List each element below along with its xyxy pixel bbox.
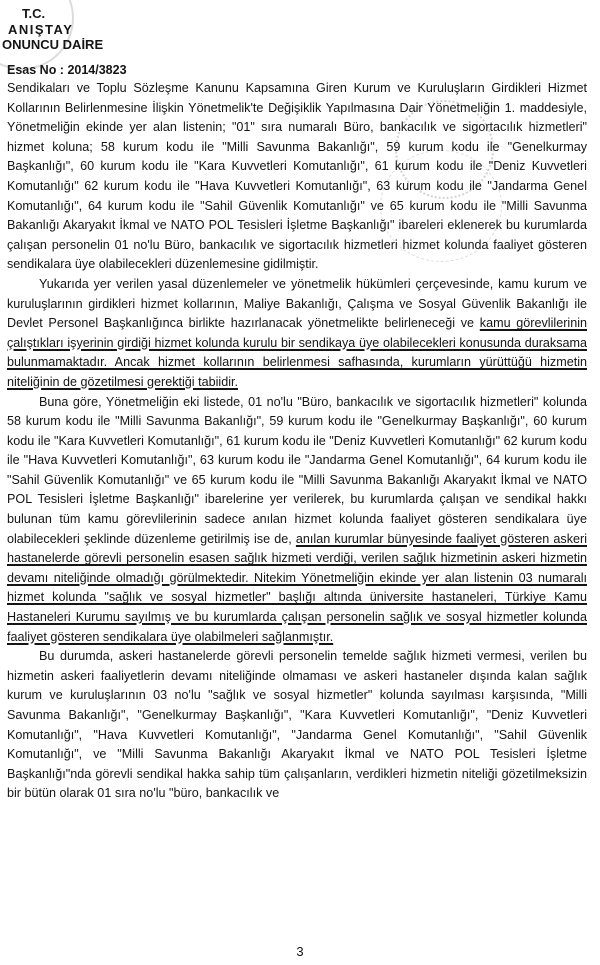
document-body — [7, 79, 587, 804]
paragraph-1: Sendikaları ve Toplu Sözleşme Kanunu Kapsamına Giren Kurum ve Kuruluşların Girdikleri Hizmet Kollarının Belirlenmesine İlişkin Yönetmelik'te Değişiklik Yapılmasına Dair Yönetmeliğin 1. maddesiyle, Yönetmeliğin ekinde yer alan listenin; "01" sıra numaralı Büro, bankacılık ve sigortacılık hizmetleri" hizmet koluna; 58 kurum kodu ile "Milli Savunma Bakanlığı", 59 kurum kodu ile "Genelkurmay Başkanlığı", 60 kurum kodu ile "Kara Kuvvetleri Komutanlığı", 61 kurum kodu ile "Deniz Kuvvetleri Komutanlığı" 62 kurum kodu ile "Hava Kuvvetleri Komutanlığı", 63 kurum kodu ile "Jandarma Genel Komutanlığı", 64 kurum kodu ile "Sahil Güvenlik Komutanlığı" ve 65 kurum kodu ile "Milli Savunma Bakanlığı Akaryakıt İkmal ve NATO POL Tesisleri İşletme Başkanlığı" ibareleri eklenerek bu kurumlarda çalışan personelin 01 no'lu Büro, bankacılık ve sigortacılık hizmetleri hizmet kolunda faaliyet gösteren sendikalara üye olabilecekleri düzenlemesine gidilmiştir. — [7, 81, 587, 272]
paragraph-2-text: Yukarıda yer verilen yasal düzenlemeler ve yönetmelik hükümleri çerçevesinde, kamu kurum ve kuruluşlarının girdikleri hizmet kollarının, Maliye Bakanlığı, Çalışma ve Sosyal Güvenlik Bakanlığı ile Devlet Personel Başkanlığınca birlikte hazırlanacak yönetmelikte belirleneceği ve — [7, 276, 587, 331]
header-chamber: ONUNCU DAİRE — [2, 37, 104, 52]
case-number-label: Esas No : — [7, 63, 64, 77]
case-number-value: 2014/3823 — [67, 63, 127, 77]
paragraph-3-underlined: anılan kurumlar bünyesinde faaliyet gösteren askeri hastanelerde görevli personelin esasen sağlık hizmeti verdiği, verilen sağlık hizmetinin askeri hizmetin devamı niteliğinde olmadığı görülmektedir. Nitekim Yönetmeliğin ekinde yer alan listenin 03 numaralı hizmet kolunda "sağlık ve sosyal hizmetler" başlığı altında üniversite hastaneleri, Türkiye Kamu Hastaneleri Kurumu sayılmış ve bu kurumlarda çalışan personelin sağlık ve sosyal hizmetler kolunda faaliyet gösteren sendikalara üye olabilmeleri sağlanmıştır. — [7, 531, 587, 644]
paragraph-3 — [7, 393, 587, 648]
header-tc: T.C. — [22, 6, 46, 21]
case-number — [7, 63, 127, 77]
document-header — [0, 6, 103, 53]
paragraph-4: Bu durumda, askeri hastanelerde görevli personelin temelde sağlık hizmeti vermesi, verilen bu hizmetin askeri faaliyetlerin devamı niteliğinde olmaması ve askeri hastaneler dışında kalan sağlık kurum ve kuruluşlarının 03 no'lu "sağlık ve sosyal hizmetler" kolunda sayılması karşısında, "Milli Savunma Bakanlığı", "Genelkurmay Başkanlığı", "Kara Kuvvetleri Komutanlığı", "Deniz Kuvvetleri Komutanlığı", "Hava Kuvvetleri Komutanlığı", "Jandarma Genel Komutanlığı", "Sahil Güvenlik Komutanlığı", ve "Milli Savunma Bakanlığı Akaryakıt İkmal ve NATO POL Tesisleri İşletme Başkanlığı"nda görevli sendikal hakka sahip tüm çalışanların, verdikleri hizmetin niteliği gözetilmeksizin bir bütün olarak 01 sıra no'lu "büro, bankacılık ve — [7, 649, 587, 801]
paragraph-2 — [7, 275, 587, 393]
paragraph-3-text: Buna göre, Yönetmeliğin eki listede, 01 no'lu "Büro, bankacılık ve sigortacılık hizmetleri" kolunda 58 kurum kodu ile "Milli Savunma Bakanlığı", 59 kurum kodu ile "Genelkurmay Başkanlığı", 60 kurum kodu ile "Kara Kuvvetleri Komutanlığı", 61 kurum kodu ile "Deniz Kuvvetleri Komutanlığı" 62 kurum kodu ile "Hava Kuvvetleri Komutanlığı", 63 kurum kodu ile "Jandarma Genel Komutanlığı", 64 kurum kodu ile "Sahil Güvenlik Komutanlığı" ve 65 kurum kodu ile "Milli Savunma Bakanlığı Akaryakıt İkmal ve NATO POL Tesisleri İşletme Başkanlığı" ibarelerine yer verilerek, bu kurumlarda çalışan ve sendikal hakkı bulunan tüm kamu görevlilerinin sadece anılan hizmet kolunda faaliyet gösteren sendikalara üye olabilecekleri şeklinde düzenleme getirilmiş ise de, — [7, 394, 587, 546]
header-court-name: ANIŞTAY — [8, 21, 74, 37]
paragraph-2-underlined: kamu görevlilerinin çalıştıkları işyerinin girdiği hizmet kolunda kurulu bir sendikaya üye olabilecekleri konusunda duraksama bulunmamaktadır. Ancak hizmet kollarının belirlenmesi safhasında, kurumların yürüttüğü hizmetin niteliğinin de gözetilmesi gerektiği tabiidir. — [7, 316, 587, 389]
page-number: 3 — [296, 944, 304, 959]
